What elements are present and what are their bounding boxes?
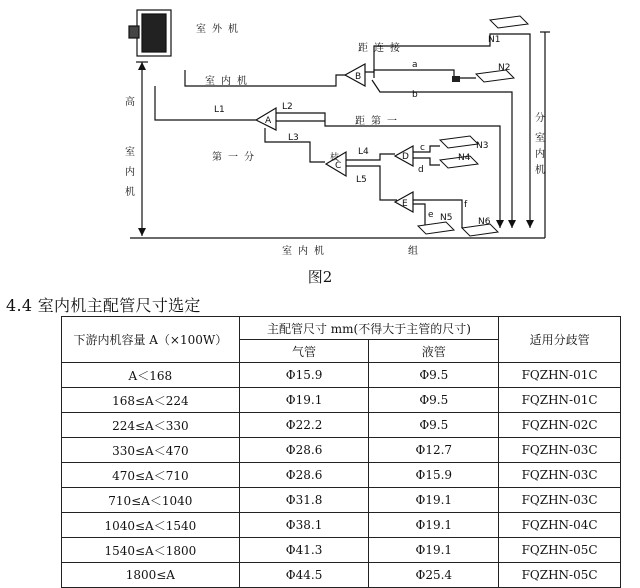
connecting-pipe-label: 距连接	[358, 43, 406, 54]
table-row	[62, 388, 621, 413]
gas-cell: Φ19.1	[239, 388, 369, 413]
pipe-b-label: b	[412, 90, 418, 100]
header-gas: 气管	[239, 340, 369, 363]
capacity-cell: 1800≤A	[62, 563, 240, 588]
branch-cell: FQZHN-03C	[499, 463, 621, 488]
table-row	[62, 488, 621, 513]
branch-cell: FQZHN-04C	[499, 513, 621, 538]
branch-cell: FQZHN-03C	[499, 438, 621, 463]
branch-e-label: E	[402, 199, 408, 209]
unit-n1-label: N1	[488, 35, 501, 45]
gas-cell: Φ38.1	[239, 513, 369, 538]
branch-cell: FQZHN-02C	[499, 413, 621, 438]
unit-n3-label: N3	[476, 141, 489, 151]
branch-cell: FQZHN-01C	[499, 388, 621, 413]
gas-cell: Φ28.6	[239, 438, 369, 463]
liquid-cell: Φ9.5	[369, 363, 499, 388]
indoor-unit-n3-icon	[440, 136, 478, 148]
gas-cell: Φ44.5	[239, 563, 369, 588]
header-capacity: 下游内机容量 A（×100W）	[62, 317, 240, 363]
unit-n2-label: N2	[498, 63, 511, 73]
liquid-cell: Φ25.4	[369, 563, 499, 588]
unit-n5-label: N5	[440, 213, 453, 223]
header-main-pipe: 主配管尺寸 mm(不得大于主管的尺寸)	[239, 317, 498, 340]
indoor-unit-n5-icon	[418, 222, 454, 234]
header-branch: 适用分歧管	[499, 317, 621, 363]
branch-cell: FQZHN-05C	[499, 563, 621, 588]
gas-cell: Φ41.3	[239, 538, 369, 563]
pipe-f-label: f	[464, 200, 468, 210]
gas-cell: Φ31.8	[239, 488, 369, 513]
capacity-cell: 710≤A＜1040	[62, 488, 240, 513]
section-heading: 4.4 室内机主配管尺寸选定	[6, 296, 201, 315]
table-row	[62, 563, 621, 588]
capacity-cell: 330≤A＜470	[62, 438, 240, 463]
branch-cell: FQZHN-05C	[499, 538, 621, 563]
gas-cell: Φ15.9	[239, 363, 369, 388]
indoor-vertical-left-label: 室内机	[122, 146, 134, 206]
liquid-cell: Φ12.7	[369, 438, 499, 463]
liquid-cell: Φ19.1	[369, 538, 499, 563]
branch-cell: FQZHN-01C	[499, 363, 621, 388]
table-row	[62, 413, 621, 438]
figure-caption: 图2	[307, 268, 333, 286]
pipe-l5-label: L5	[356, 175, 367, 185]
table-row	[62, 463, 621, 488]
header-liquid: 液管	[369, 340, 499, 363]
liquid-cell: Φ9.5	[369, 413, 499, 438]
branch-c-note: 枝	[330, 153, 340, 163]
pipe-size-table	[61, 316, 621, 588]
piping-diagram	[0, 0, 640, 262]
pipe-l1-label: L1	[214, 105, 225, 115]
liquid-cell: Φ9.5	[369, 388, 499, 413]
height-label: 高	[122, 96, 134, 106]
liquid-cell: Φ19.1	[369, 488, 499, 513]
table-row	[62, 538, 621, 563]
pipe-c-label: c	[420, 143, 425, 153]
pipe-l4-label: L4	[358, 147, 369, 157]
capacity-cell: 470≤A＜710	[62, 463, 240, 488]
division-right-label: 分	[532, 112, 544, 122]
gas-cell: Φ28.6	[239, 463, 369, 488]
pipe-l3-label: L3	[288, 133, 299, 143]
capacity-cell: 224≤A＜330	[62, 413, 240, 438]
table-row	[62, 363, 621, 388]
liquid-cell: Φ15.9	[369, 463, 499, 488]
capacity-cell: 1040≤A＜1540	[62, 513, 240, 538]
pipe-a-label: a	[412, 60, 418, 70]
branch-d-label: D	[402, 152, 409, 162]
pipe-e-label: e	[428, 210, 434, 220]
branch-a-label: A	[265, 116, 272, 126]
capacity-cell: 168≤A＜224	[62, 388, 240, 413]
table-row	[62, 438, 621, 463]
pipe-l2-label: L2	[282, 102, 293, 112]
outdoor-unit-label: 室外机	[196, 24, 244, 35]
first-branch-label: 第一分	[212, 152, 260, 163]
group-label: 组	[408, 246, 418, 257]
capacity-cell: A＜168	[62, 363, 240, 388]
table-row	[62, 513, 621, 538]
indoor-bottom-label: 室内机	[282, 246, 330, 257]
indoor-vertical-right-label: 室内机	[532, 132, 544, 180]
distance-first-label: 距第一	[355, 116, 403, 127]
indoor-unit-top-label: 室内机	[205, 76, 253, 87]
branch-cell: FQZHN-03C	[499, 488, 621, 513]
pipe-d-label: d	[418, 165, 424, 175]
unit-n4-label: N4	[458, 153, 471, 163]
branch-b-label: B	[355, 72, 362, 82]
indoor-unit-n1-icon	[490, 16, 528, 28]
unit-n6-label: N6	[478, 217, 491, 227]
branch-c-label: C	[335, 161, 342, 171]
liquid-cell: Φ19.1	[369, 513, 499, 538]
gas-cell: Φ22.2	[239, 413, 369, 438]
capacity-cell: 1540≤A＜1800	[62, 538, 240, 563]
